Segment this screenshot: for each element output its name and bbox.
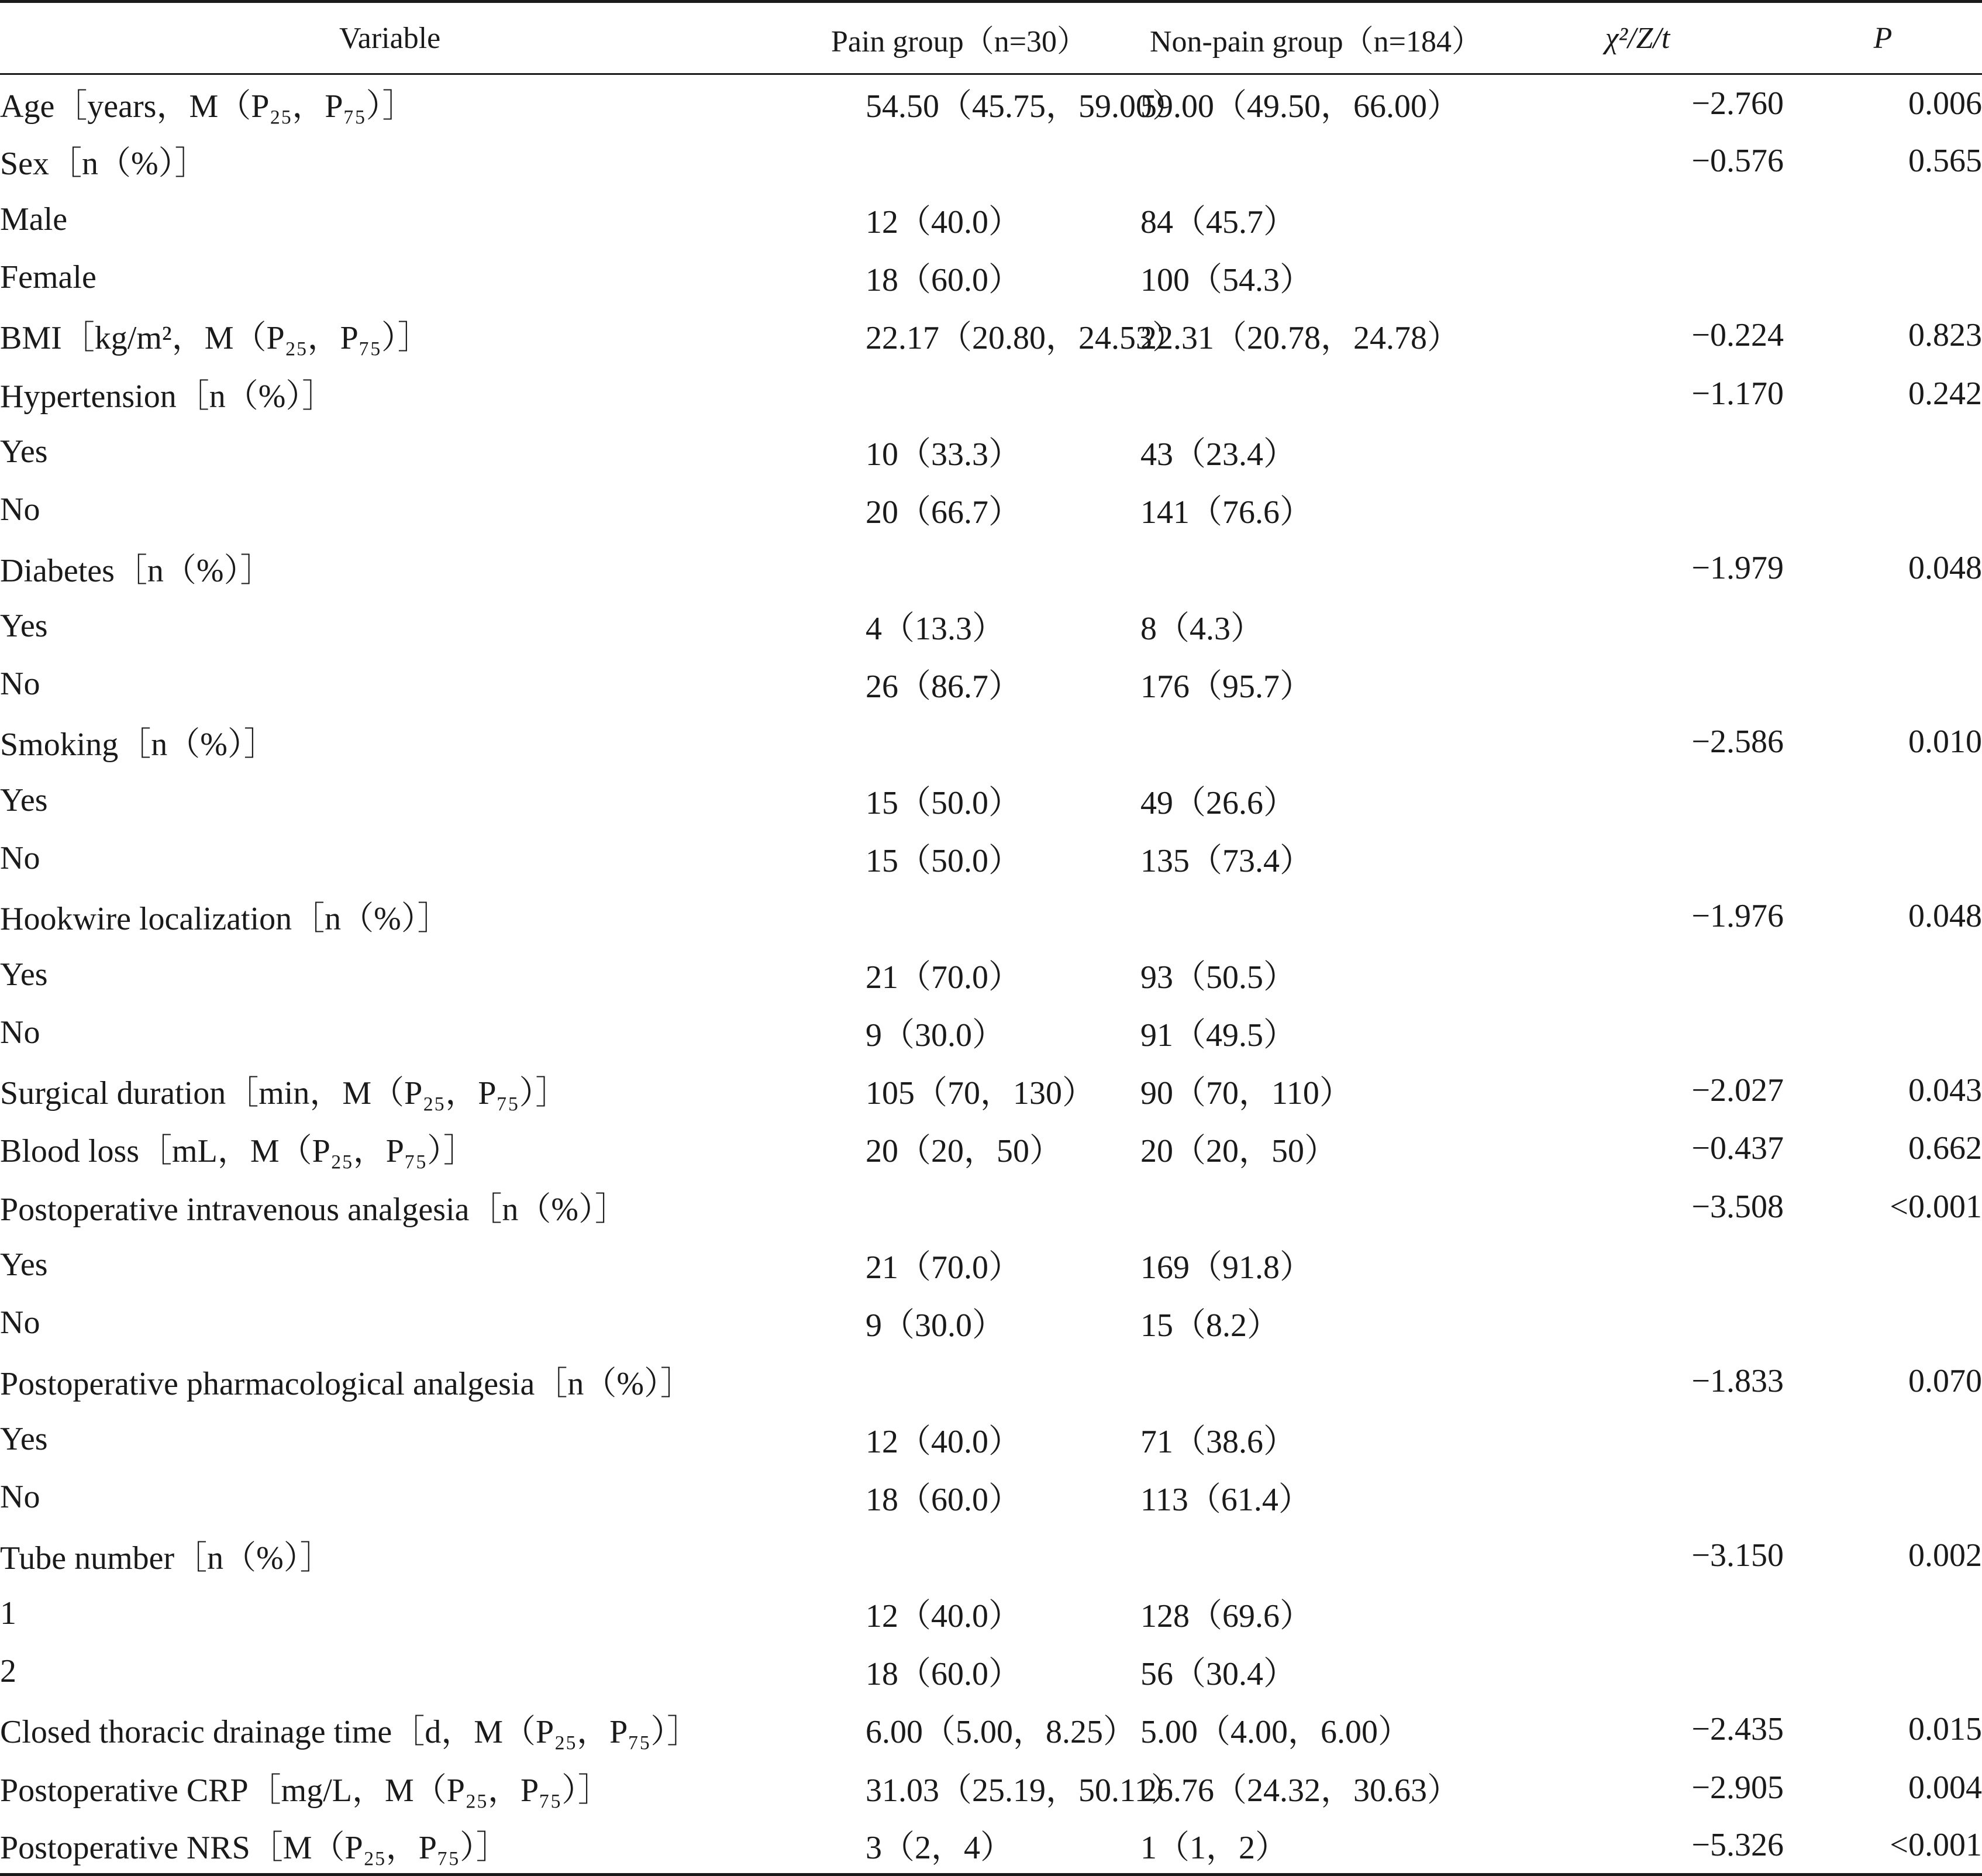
non-pain-group-value: 15（8.2）: [1140, 1307, 1280, 1344]
pain-group-value: 18（60.0）: [866, 262, 1021, 299]
statistic-cell: [1491, 422, 1784, 480]
p-value-cell: 0.662: [1908, 1130, 1982, 1167]
pain-group-value: 3（2，4）: [866, 1829, 1013, 1866]
table-row: [0, 1701, 1982, 1758]
pain-group-value: 18（60.0）: [866, 1482, 1021, 1519]
pain-group-cell: [778, 1758, 1184, 1816]
variable-cell: No: [0, 666, 40, 703]
pain-group-value: 20（66.7）: [866, 494, 1021, 531]
non-pain-group-cell: [1140, 190, 1491, 248]
non-pain-group-cell: [1140, 1003, 1491, 1061]
header-p-value: P: [1784, 2, 1982, 74]
table-row: [0, 481, 1982, 539]
header-non-pain-group: Non-pain group（n=184）: [1140, 2, 1491, 74]
table-row: [0, 74, 1982, 132]
p-value-cell: 0.043: [1908, 1072, 1982, 1109]
statistic-cell: −0.576: [1691, 143, 1784, 180]
pain-group-cell: [778, 1235, 1140, 1293]
non-pain-group-value: 20（20，50）: [1140, 1133, 1337, 1170]
pain-group-cell: [778, 1701, 1140, 1758]
table-body: [0, 74, 1982, 1875]
variable-cell: Hypertension［n（%）］: [0, 378, 335, 415]
table-row: [0, 1062, 1982, 1120]
table-row: [0, 771, 1982, 829]
variable-cell: Tube number［n（%）］: [0, 1540, 333, 1576]
pain-group-cell: [778, 1294, 1140, 1352]
statistic-cell: [1491, 945, 1784, 1003]
statistic-cell: [1491, 248, 1784, 306]
pain-group-cell: [778, 1816, 1140, 1874]
non-pain-group-cell: [1140, 1178, 1491, 1235]
variable-cell: No: [0, 840, 40, 876]
non-pain-group-cell: [1140, 887, 1491, 945]
variable-cell: Yes: [0, 607, 48, 644]
non-pain-group-value: 135（73.4）: [1140, 843, 1312, 879]
pain-group-cell: [778, 1643, 1140, 1701]
table-row: [0, 1468, 1982, 1526]
statistic-cell: −2.760: [1691, 85, 1784, 122]
pain-group-value: 6.00（5.00，8.25）: [866, 1714, 1136, 1751]
table-row: [0, 248, 1982, 306]
variable-cell: Yes: [0, 782, 48, 818]
variable-cell: Yes: [0, 956, 48, 993]
variable-cell: Yes: [0, 1420, 48, 1457]
p-value-cell: 0.565: [1908, 143, 1982, 180]
non-pain-group-value: 59.00（49.50，66.00）: [1140, 88, 1460, 125]
table-row: [0, 887, 1982, 945]
statistic-cell: −1.170: [1691, 375, 1784, 412]
statistic-cell: −2.027: [1691, 1072, 1784, 1109]
p-value-cell: 0.823: [1908, 317, 1982, 354]
p-value-cell: [1784, 1468, 1982, 1526]
header-variable: Variable: [0, 2, 778, 74]
statistic-cell: −2.905: [1691, 1769, 1784, 1806]
variable-cell: Sex［n（%）］: [0, 146, 208, 183]
p-value-cell: [1784, 1584, 1982, 1642]
pain-group-cell: [778, 481, 1140, 539]
p-value-cell: [1784, 829, 1982, 887]
table-row: [0, 597, 1982, 655]
non-pain-group-cell: [1140, 655, 1491, 712]
pain-group-cell: [778, 1352, 1140, 1410]
non-pain-group-cell: [1140, 597, 1491, 655]
non-pain-group-value: 100（54.3）: [1140, 262, 1312, 299]
variable-cell: Blood loss［mL，M（P₂₅，P₇₅）］: [0, 1133, 476, 1170]
variable-cell: Postoperative CRP［mg/L，M（P₂₅，P₇₅）］: [0, 1772, 611, 1809]
p-value-cell: [1784, 1410, 1982, 1468]
p-value-cell: <0.001: [1890, 1188, 1982, 1225]
p-value-cell: [1784, 1003, 1982, 1061]
non-pain-group-cell: [1140, 481, 1491, 539]
table-row: [0, 1643, 1982, 1701]
table-row: [0, 655, 1982, 712]
statistic-cell: [1491, 1294, 1784, 1352]
statistic-cell: −1.833: [1691, 1362, 1784, 1399]
pain-group-cell: [778, 1526, 1140, 1584]
p-value-cell: <0.001: [1784, 1816, 1982, 1874]
table-row: [0, 713, 1982, 771]
pain-group-cell: [778, 1584, 1140, 1642]
non-pain-group-cell: [1140, 74, 1491, 132]
variable-cell: 2: [0, 1653, 16, 1690]
pain-group-cell: [778, 422, 1140, 480]
p-value-cell: 0.010: [1908, 724, 1982, 760]
p-value-cell: 0.002: [1908, 1537, 1982, 1574]
variable-cell: Diabetes［n（%）］: [0, 552, 273, 589]
variable-cell: Surgical duration［min，M（P₂₅，P₇₅）］: [0, 1075, 568, 1112]
variable-cell: Postoperative pharmacological analgesia［n（%）］: [0, 1365, 693, 1402]
non-pain-group-value: 84（45.7）: [1140, 204, 1296, 240]
pain-group-value: 15（50.0）: [866, 784, 1021, 821]
pain-group-cell: [778, 1062, 1140, 1120]
pain-group-value: 9（30.0）: [866, 1307, 1005, 1344]
non-pain-group-value: 93（50.5）: [1140, 959, 1296, 996]
p-value-cell: [1784, 771, 1982, 829]
header-row: [0, 2, 1982, 74]
non-pain-group-cell: [1140, 132, 1491, 190]
non-pain-group-value: 22.31（20.78，24.78）: [1140, 320, 1460, 357]
p-value-cell: [1784, 597, 1982, 655]
p-value-cell: [1784, 1643, 1982, 1701]
non-pain-group-cell: [1140, 1120, 1491, 1178]
pain-group-cell: [778, 829, 1140, 887]
pain-group-cell: [778, 597, 1140, 655]
p-value-cell: 0.242: [1908, 375, 1982, 412]
variable-cell: Postoperative intravenous analgesia［n（%）］: [0, 1191, 628, 1228]
pain-group-cell: [778, 1410, 1140, 1468]
non-pain-group-cell: [1140, 771, 1491, 829]
table-row: [0, 1352, 1982, 1410]
p-value-cell: 0.070: [1908, 1362, 1982, 1399]
pain-group-value: 18（60.0）: [866, 1656, 1021, 1693]
variable-cell: No: [0, 491, 40, 528]
non-pain-group-cell: [1140, 1468, 1491, 1526]
non-pain-group-value: 5.00（4.00，6.00）: [1140, 1714, 1411, 1751]
pain-group-value: 12（40.0）: [866, 1598, 1021, 1634]
pain-group-cell: [778, 74, 1185, 132]
p-value-cell: 0.048: [1908, 549, 1982, 586]
table-row: [0, 1294, 1982, 1352]
statistic-cell: [1491, 1468, 1784, 1526]
statistic-cell: [1491, 655, 1784, 712]
table-row: [0, 132, 1982, 190]
p-value-cell: [1784, 655, 1982, 712]
statistic-cell: [1491, 190, 1784, 248]
pain-group-cell: [778, 190, 1140, 248]
pain-group-value: 21（70.0）: [866, 1249, 1021, 1286]
non-pain-group-cell: [1140, 1235, 1491, 1293]
pain-group-value: 20（20，50）: [866, 1133, 1062, 1170]
statistic-cell: [1491, 1235, 1784, 1293]
statistic-cell: −2.586: [1691, 724, 1784, 760]
p-value-cell: [1784, 422, 1982, 480]
pain-group-value: 54.50（45.75，59.00）: [866, 88, 1185, 125]
statistic-cell: −0.437: [1691, 1130, 1784, 1167]
variable-cell: No: [0, 1479, 40, 1516]
non-pain-group-cell: [1140, 539, 1491, 597]
non-pain-group-value: 113（61.4）: [1140, 1482, 1311, 1519]
variable-cell: BMI［kg/m²，M（P₂₅，P₇₅）］: [0, 320, 430, 357]
non-pain-group-cell: [1140, 713, 1491, 771]
variable-cell: Female: [0, 259, 96, 296]
table-row: [0, 829, 1982, 887]
variable-cell: Smoking［n（%）］: [0, 727, 277, 763]
statistic-cell: −3.508: [1691, 1188, 1784, 1225]
p-value-cell: [1784, 248, 1982, 306]
statistic-cell: −1.976: [1691, 898, 1784, 935]
table-row: [0, 1584, 1982, 1642]
table-row: [0, 1816, 1982, 1874]
non-pain-group-value: 26.76（24.32，30.63）: [1140, 1772, 1460, 1809]
non-pain-group-cell: [1140, 1526, 1491, 1584]
pain-group-cell: [778, 539, 1140, 597]
non-pain-group-cell: [1140, 945, 1491, 1003]
variable-cell: Hookwire localization［n（%）］: [0, 901, 450, 938]
p-value-cell: [1784, 945, 1982, 1003]
non-pain-group-value: 49（26.6）: [1140, 784, 1296, 821]
p-value-cell: 0.004: [1908, 1769, 1982, 1806]
non-pain-group-value: 56（30.4）: [1140, 1656, 1296, 1693]
pain-group-cell: [778, 248, 1140, 306]
non-pain-group-value: 91（49.5）: [1140, 1017, 1296, 1054]
pain-group-cell: [778, 945, 1140, 1003]
statistic-cell: −5.326: [1491, 1816, 1784, 1874]
non-pain-group-cell: [1140, 1062, 1491, 1120]
p-value-cell: [1784, 481, 1982, 539]
pain-group-cell: [778, 771, 1140, 829]
non-pain-group-cell: [1140, 422, 1491, 480]
statistic-cell: [1491, 1410, 1784, 1468]
p-value-cell: 0.006: [1908, 85, 1982, 122]
statistic-cell: [1491, 481, 1784, 539]
table-row: [0, 1235, 1982, 1293]
non-pain-group-value: 1（1，2）: [1140, 1829, 1288, 1866]
non-pain-group-value: 43（23.4）: [1140, 436, 1296, 473]
p-value-cell: [1784, 1294, 1982, 1352]
pain-group-cell: [778, 307, 1185, 364]
pain-group-value: 22.17（20.80，24.53）: [866, 320, 1185, 357]
p-value-cell: [1784, 1235, 1982, 1293]
non-pain-group-cell: [1140, 1643, 1491, 1701]
variable-cell: Yes: [0, 1247, 48, 1283]
table-row: [0, 364, 1982, 422]
table-row: [0, 190, 1982, 248]
pain-group-cell: [778, 1003, 1140, 1061]
pain-group-cell: [778, 132, 1140, 190]
pain-group-cell: [778, 887, 1140, 945]
pain-group-cell: [778, 364, 1140, 422]
pain-group-value: 10（33.3）: [866, 436, 1021, 473]
pain-group-cell: [778, 1178, 1140, 1235]
variable-cell: Closed thoracic drainage time［d，M（P₂₅，P₇₅）］: [0, 1714, 700, 1751]
p-value-cell: [1784, 190, 1982, 248]
pain-group-value: 105（70，130）: [866, 1075, 1095, 1112]
table-row: [0, 1758, 1982, 1816]
non-pain-group-value: 8（4.3）: [1140, 610, 1263, 647]
pain-group-cell: [778, 655, 1140, 712]
pain-group-value: 12（40.0）: [866, 1423, 1021, 1460]
statistic-cell: [1491, 771, 1784, 829]
statistic-cell: −2.435: [1691, 1711, 1784, 1748]
statistic-cell: −0.224: [1691, 317, 1784, 354]
non-pain-group-value: 90（70，110）: [1140, 1075, 1352, 1112]
statistic-cell: [1491, 829, 1784, 887]
statistic-cell: −3.150: [1691, 1537, 1784, 1574]
non-pain-group-cell: [1140, 1294, 1491, 1352]
non-pain-group-cell: [1140, 364, 1491, 422]
variable-cell: Yes: [0, 433, 48, 470]
header-pain-group: Pain group（n=30）: [778, 2, 1140, 74]
statistic-cell: [1491, 1003, 1784, 1061]
table-row: [0, 1003, 1982, 1061]
statistic-cell: [1491, 1643, 1784, 1701]
non-pain-group-cell: [1140, 1758, 1491, 1816]
table-row: [0, 307, 1982, 364]
statistic-cell: [1491, 597, 1784, 655]
non-pain-group-cell: [1140, 1816, 1491, 1874]
variable-cell: No: [0, 1304, 40, 1341]
header-statistic: χ²/Z/t: [1491, 2, 1784, 74]
table-row: [0, 1178, 1982, 1235]
pain-group-value: 4（13.3）: [866, 610, 1005, 647]
non-pain-group-value: 71（38.6）: [1140, 1423, 1296, 1460]
non-pain-group-cell: [1140, 1701, 1491, 1758]
non-pain-group-cell: [1140, 1352, 1491, 1410]
table-row: [0, 422, 1982, 480]
variable-cell: Postoperative NRS［M（P₂₅，P₇₅）］: [0, 1816, 778, 1874]
non-pain-group-cell: [1140, 829, 1491, 887]
pain-group-value: 21（70.0）: [866, 959, 1021, 996]
variable-cell: No: [0, 1014, 40, 1051]
p-value-cell: 0.048: [1908, 898, 1982, 935]
table-row: [0, 945, 1982, 1003]
statistic-cell: [1491, 1584, 1784, 1642]
non-pain-group-cell: [1140, 1410, 1491, 1468]
table-row: [0, 1410, 1982, 1468]
non-pain-group-cell: [1140, 248, 1491, 306]
variable-cell: Male: [0, 201, 68, 237]
pain-group-cell: [778, 713, 1140, 771]
pain-group-cell: [778, 1468, 1140, 1526]
non-pain-group-value: 141（76.6）: [1140, 494, 1312, 531]
pain-group-value: 15（50.0）: [866, 843, 1021, 879]
pain-group-value: 12（40.0）: [866, 204, 1021, 240]
p-value-cell: 0.015: [1908, 1711, 1982, 1748]
non-pain-group-cell: [1140, 1584, 1491, 1642]
pain-group-value: 26（86.7）: [866, 669, 1021, 705]
non-pain-group-value: 128（69.6）: [1140, 1598, 1312, 1634]
non-pain-group-value: 176（95.7）: [1140, 669, 1312, 705]
statistic-cell: −1.979: [1691, 549, 1784, 586]
table-row: [0, 539, 1982, 597]
table-row: [0, 1120, 1982, 1178]
non-pain-group-cell: [1140, 307, 1491, 364]
pain-group-value: 9（30.0）: [866, 1017, 1005, 1054]
table-row: [0, 1526, 1982, 1584]
variable-cell: Age［years，M（P₂₅，P₇₅）］: [0, 88, 415, 125]
pain-group-value: 31.03（25.19，50.11）: [866, 1772, 1184, 1809]
variable-cell: 1: [0, 1595, 16, 1631]
non-pain-group-value: 169（91.8）: [1140, 1249, 1312, 1286]
pain-group-cell: [778, 1120, 1140, 1178]
